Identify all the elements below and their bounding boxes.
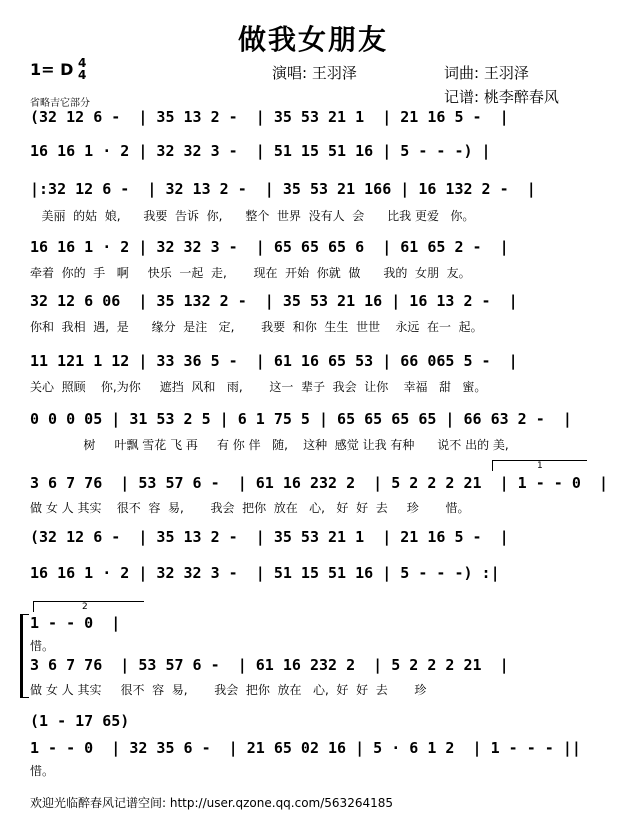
- key-signature: 1= D: [30, 60, 74, 79]
- lyric-line-12: 做 女 人 其实 很不 容 易, 我会 把你 放在 心, 好 好 去 珍: [30, 683, 427, 697]
- lyric-line-3: 美丽 的姑 娘, 我要 告诉 你, 整个 世界 没有人 会 比我 更爱 你。: [30, 209, 475, 223]
- score-line-14: 1 - - 0 | 32 35 6 - | 21 65 02 16 | 5 · 6 1 2 | 1 - - - ||: [30, 739, 581, 757]
- score-line-5: 32 12 6 06 | 35 132 2 - | 35 53 21 16 | 16 13 2 - |: [30, 292, 518, 310]
- volta-1-label: 1: [537, 461, 543, 471]
- score-line-1: (32 12 6 - | 35 13 2 - | 35 53 21 1 | 21 16 5 - |: [30, 108, 509, 126]
- lyric-line-11: 惜。: [30, 639, 55, 653]
- score-line-13: (1 - 17 65): [30, 712, 130, 730]
- score-line-2: 16 16 1 · 2 | 32 32 3 - | 51 15 51 16 | 5 - - -) |: [30, 142, 491, 160]
- lyric-line-4: 牵着 你的 手 啊 快乐 一起 走, 现在 开始 你就 做 我的 女朋 友。: [30, 266, 471, 280]
- score-line-10: 16 16 1 · 2 | 32 32 3 - | 51 15 51 16 | 5 - - -) :|: [30, 564, 500, 582]
- score-line-3: |:32 12 6 - | 32 13 2 - | 35 53 21 166 | 16 132 2 - |: [30, 180, 536, 198]
- brace: [20, 614, 29, 698]
- lyric-line-8: 做 女 人 其实 很不 容 易, 我会 把你 放在 心, 好 好 去 珍 惜。: [30, 501, 470, 515]
- volta-2: [33, 601, 144, 612]
- score-line-9: (32 12 6 - | 35 13 2 - | 35 53 21 1 | 21 16 5 - |: [30, 528, 509, 546]
- guitar-note: 省略吉它部分: [30, 98, 90, 109]
- footer-text: 欢迎光临醉春风记谱空间: http://user.qzone.qq.com/563264185: [30, 796, 394, 810]
- lyric-line-7: 树 叶飘 雪花 飞 再 有 你 伴 随, 这种 感觉 让我 有种 说不 出的 美,: [30, 438, 509, 452]
- lyric-line-14: 惜。: [30, 764, 55, 778]
- lyric-line-6: 关心 照顾 你,为你 遮挡 风和 雨, 这一 辈子 我会 让你 幸福 甜 蜜。: [30, 380, 487, 394]
- score-line-7: 0 0 0 05 | 31 53 2 5 | 6 1 75 5 | 65 65 65 65 | 66 63 2 - |: [30, 410, 572, 428]
- time-signature-top: 4: [78, 56, 87, 70]
- singer: 演唱: 王羽泽: [272, 64, 357, 82]
- volta-1: [492, 460, 587, 471]
- time-signature: [78, 57, 86, 81]
- score-line-11: 1 - - 0 |: [30, 614, 121, 632]
- score-line-8: 3 6 7 76 | 53 57 6 - | 61 16 232 2 | 5 2 2 2 21 | 1 - - 0 |: [30, 474, 608, 492]
- score-line-12: 3 6 7 76 | 53 57 6 - | 61 16 232 2 | 5 2 2 2 21 |: [30, 656, 509, 674]
- time-signature-bottom: 4: [78, 68, 87, 82]
- volta-2-label: 2: [82, 602, 88, 612]
- score-line-6: 11 121 1 12 | 33 36 5 - | 61 16 65 53 | 66 065 5 - |: [30, 352, 518, 370]
- composer: 词曲: 王羽泽: [444, 64, 529, 82]
- page-title: 做我女朋友: [237, 23, 388, 56]
- lyric-line-5: 你和 我相 遇, 是 缘分 是注 定, 我要 和你 生生 世世 永远 在一 起。: [30, 320, 483, 334]
- transcriber: 记谱: 桃李醉春风: [444, 88, 559, 106]
- score-line-4: 16 16 1 · 2 | 32 32 3 - | 65 65 65 6 | 61 65 2 - |: [30, 238, 509, 256]
